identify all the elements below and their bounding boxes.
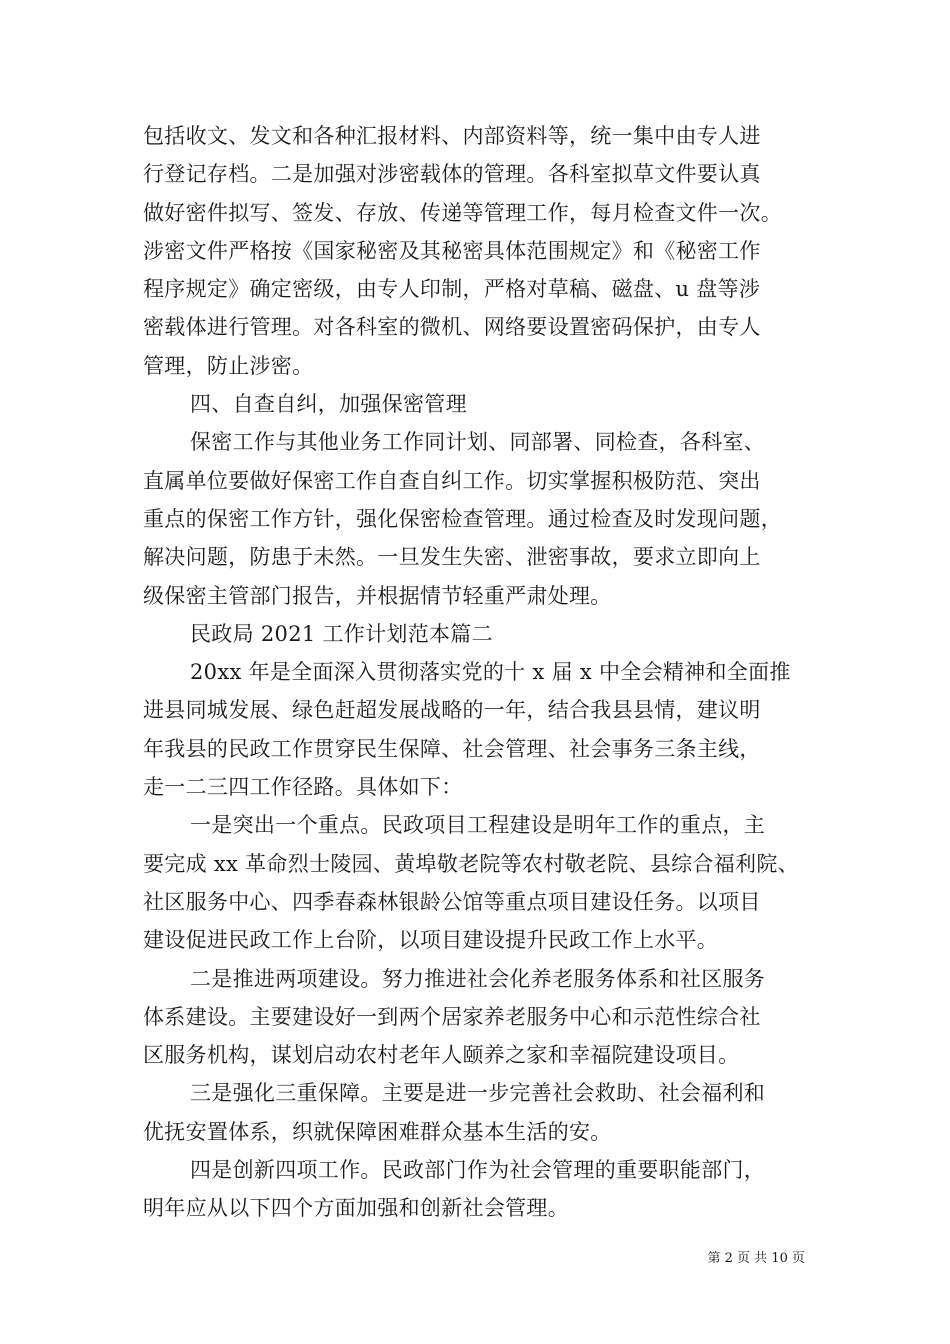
body-line: 涉密文件严格按《国家秘密及其秘密具体范围规定》和《秘密工作 [143,238,761,263]
body-line: 做好密件拟写、签发、存放、传递等管理工作，每月检查文件一次。 [143,200,782,225]
body-line: 社区服务中心、四季春森林银龄公馆等重点项目建设任务。以项目 [143,889,761,914]
body-line: 一是突出一个重点。民政项目工程建设是明年工作的重点，主 [190,813,766,838]
body-line: 程序规定》确定密级，由专人印制，严格对草稿、磁盘、u 盘等涉 [143,277,761,302]
article-title: 民政局 2021 工作计划范本篇二 [190,621,493,646]
body-line: 重点的保密工作方针，强化保密检查管理。通过检查及时发现问题， [143,506,782,531]
body-line: 解决问题，防患于未然。一旦发生失密、泄密事故，要求立即向上 [143,545,761,570]
body-line: 保密工作与其他业务工作同计划、同部署、同检查，各科室、 [190,430,766,455]
page-number: 第 2 页 共 10 页 [707,1251,805,1266]
body-line: 年我县的民政工作贯穿民生保障、社会管理、社会事务三条主线， [143,736,761,761]
body-line: 优抚安置体系，织就保障困难群众基本生活的安。 [143,1119,612,1144]
body-line: 级保密主管部门报告，并根据情节轻重严肃处理。 [143,583,612,608]
body-line: 要完成 xx 革命烈士陵园、黄埠敬老院等农村敬老院、县综合福利院、 [143,851,799,876]
body-line: 进县同城发展、绿色赶超发展战略的一年，结合我县县情，建议明 [143,698,761,723]
body-line: 四是创新四项工作。民政部门作为社会管理的重要职能部门， [190,1158,766,1183]
body-line: 密载体进行管理。对各科室的微机、网络要设置密码保护，由专人 [143,315,761,340]
section-heading: 四、自查自纠，加强保密管理 [190,392,467,417]
body-line: 直属单位要做好保密工作自查自纠工作。切实掌握积极防范、突出 [143,468,761,493]
body-line: 二是推进两项建设。努力推进社会化养老服务体系和社区服务 [190,966,766,991]
body-line: 20xx 年是全面深入贯彻落实党的十 x 届 x 中全会精神和全面推 [190,660,791,685]
body-line: 体系建设。主要建设好一到两个居家养老服务中心和示范性综合社 [143,1004,761,1029]
body-line: 包括收文、发文和各种汇报材料、内部资料等，统一集中由专人进 [143,124,761,148]
body-line: 区服务机构，谋划启动农村老年人颐养之家和幸福院建设项目。 [143,1043,740,1068]
body-line: 走一二三四工作径路。具体如下： [143,775,463,800]
body-line: 明年应从以下四个方面加强和创新社会管理。 [143,1196,569,1221]
document-body [143,117,823,1228]
body-line: 三是强化三重保障。主要是进一步完善社会救助、社会福利和 [190,1081,766,1106]
body-line: 管理，防止涉密。 [143,353,314,378]
body-line: 行登记存档。二是加强对涉密载体的管理。各科室拟草文件要认真 [143,162,761,187]
body-line: 建设促进民政工作上台阶，以项目建设提升民政工作上水平。 [143,928,719,953]
